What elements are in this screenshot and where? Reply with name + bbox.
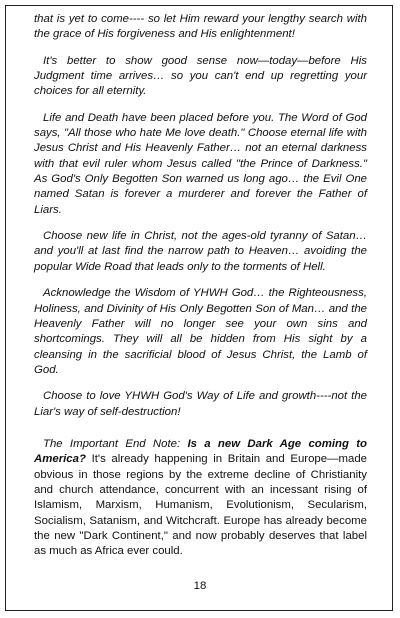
paragraph-acknowledge: Acknowledge the Wisdom of YHWH God… the Righteousness, Holiness, and Divinity of His Only Begotten Son of Man… and the Heavenly Father will no longer see your own sins and shortcomings. They will all be hidden from His sight by a cleansing in the sacrificial blood of Jesus Christ, the Lamb of God. bbox=[34, 287, 367, 376]
page-number: 18 bbox=[193, 580, 207, 592]
paragraph-life-and-death: Life and Death have been placed before you. The Word of God says, "All those who hate Me love death." Choose eternal life with Jesus Christ and His Heavenly Father… not an eternal darkness with that evil ruler whom Jesus called "the Prince of Darkness." As God's Only Begotten Son warned us long ago… the Evil One named Satan is forever a murderer and forever the Father of Liars. bbox=[34, 111, 367, 216]
end-note-paragraph bbox=[34, 437, 367, 560]
paragraph-choose-new-life: Choose new life in Christ, not the ages-old tyranny of Satan… and you'll at last find the narrow path to Heaven… avoiding the popular Wide Road that leads only to the torments of Hell. bbox=[34, 230, 367, 273]
end-note-body: It's already happening in Britain and Europe—made obvious in those regions by the extreme decline of Christianity and church attendance, concurrent with an incessant rising of Islamism, Marxism, Humanism, Evolutionism, Secularism, Socialism, Satanism, and Witchcraft. Europe has already become the new "Dark Continent," and now probably deserves that label as much as Africa ever could. bbox=[34, 453, 367, 558]
paragraph-choose-to-love: Choose to love YHWH God's Way of Life and growth----not the Liar's way of self-destruction! bbox=[34, 390, 367, 418]
page-body bbox=[34, 12, 367, 560]
paragraph-continuation: that is yet to come---- so let Him reward your lengthy search with the grace of His forgiveness and His enlightenment! bbox=[34, 13, 367, 41]
end-note-label: The Important End Note: bbox=[43, 437, 188, 450]
paragraph-good-sense: It's better to show good sense now—today—before His Judgment time arrives… so you can't end up regretting your choices for all eternity. bbox=[34, 54, 367, 98]
end-note-question: Is a new Dark Age coming to America? bbox=[34, 437, 367, 466]
